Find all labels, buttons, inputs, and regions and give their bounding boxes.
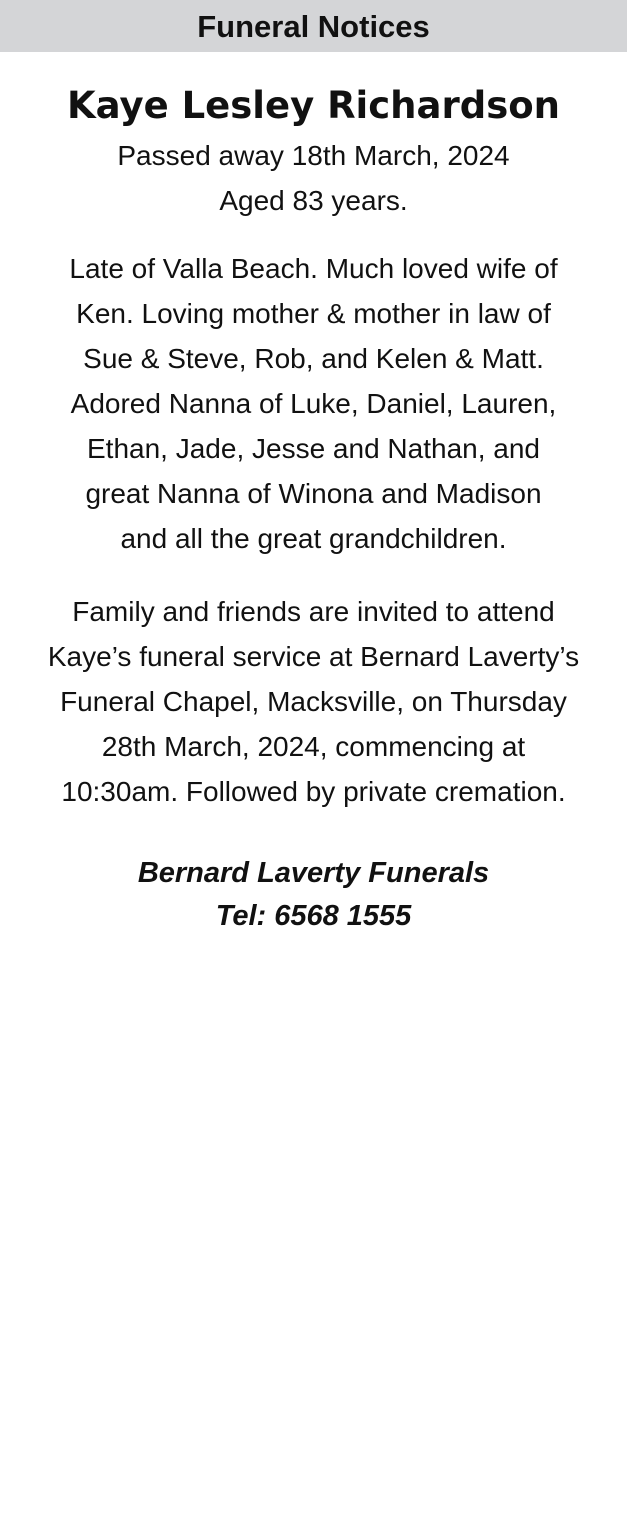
service-details <box>0 589 627 814</box>
tribute-line: Ethan, Jade, Jesse and Nathan, and <box>87 433 540 464</box>
section-title: Funeral Notices <box>197 8 430 44</box>
funeral-director-contact <box>0 852 627 938</box>
service-line: Funeral Chapel, Macksville, on Thursday <box>60 686 567 717</box>
funeral-director-phone: Tel: 6568 1555 <box>215 900 412 932</box>
service-line: 28th March, 2024, commencing at <box>101 731 526 762</box>
service-line: 10:30am. Followed by private cremation. <box>61 776 566 807</box>
age-text: Aged 83 years. <box>219 185 408 216</box>
passed-away-block <box>0 133 627 223</box>
tribute-line: Adored Nanna of Luke, Daniel, Lauren, <box>70 388 557 419</box>
tribute-line: Ken. Loving mother & mother in law of <box>76 298 551 329</box>
funeral-notice <box>0 84 627 938</box>
tribute-line: Late of Valla Beach. Much loved wife of <box>69 253 558 284</box>
family-tribute <box>0 246 627 561</box>
service-line: Kaye’s funeral service at Bernard Laverty’s <box>47 641 580 672</box>
service-line: Family and friends are invited to attend <box>72 596 555 627</box>
tribute-line: great Nanna of Winona and Madison <box>85 478 542 509</box>
deceased-name: Kaye Lesley Richardson <box>67 84 560 127</box>
section-header <box>0 0 627 52</box>
passed-away-date: Passed away 18th March, 2024 <box>117 140 510 171</box>
tribute-line: Sue & Steve, Rob, and Kelen & Matt. <box>83 343 544 374</box>
tribute-line: and all the great grandchildren. <box>120 523 507 554</box>
funeral-director-name: Bernard Laverty Funerals <box>137 857 490 889</box>
